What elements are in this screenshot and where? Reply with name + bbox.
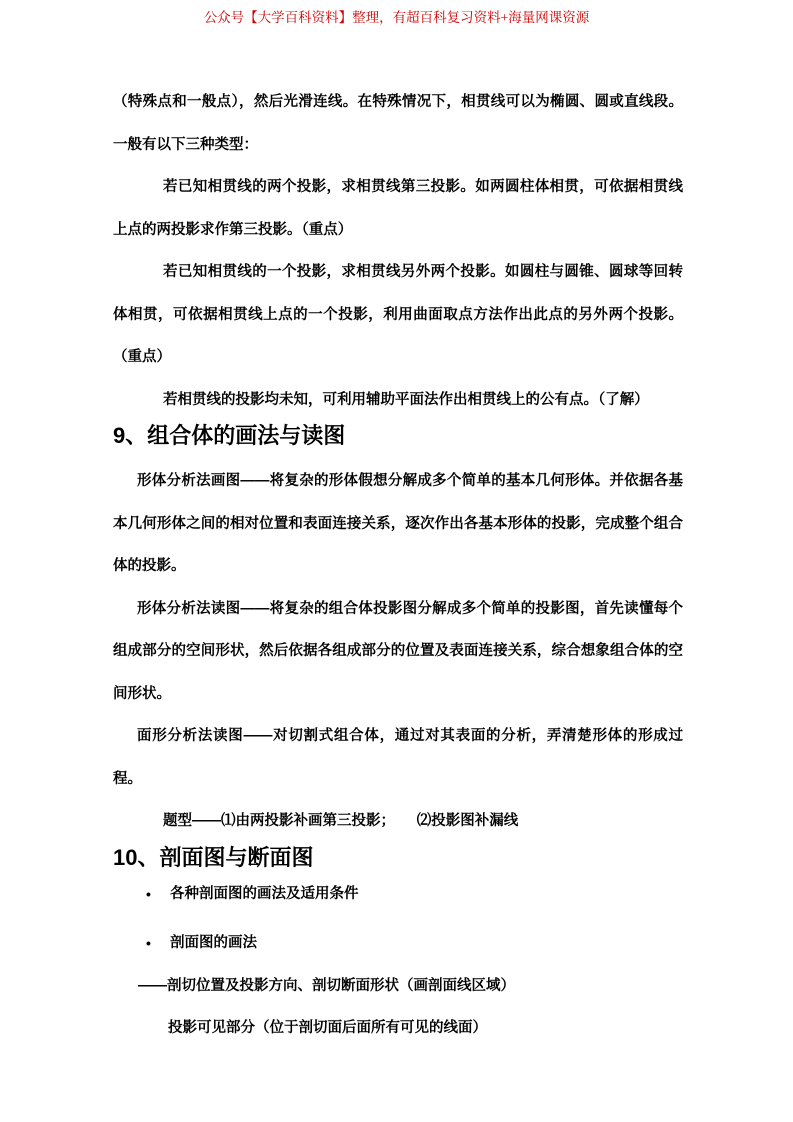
paragraph: ——剖切位置及投影方向、剖切断面形状（画剖面线区域） — [138, 977, 515, 994]
paragraph: 题型——⑴由两投影补画第三投影； ⑵投影图补漏线 — [163, 813, 519, 829]
bullet-icon: • — [146, 885, 151, 902]
paragraph: 形体分析法画图——将复杂的形体假想分解成多个简单的基本几何形体。并依据各基本几何形体之间的相对位置和表面连接关系，逐次作出各基本形体的投影，完成整个组合体的投影。 — [113, 473, 683, 574]
bullet-item-label: 剖面图的画法 — [170, 935, 257, 951]
paragraph: 若已知相贯线的两个投影，求相贯线第三投影。如两圆柱体相贯，可依据相贯线上点的两投影求作第三投影。（重点） — [113, 179, 683, 238]
page-header-note: 公众号【大学百科资料】整理，有超百科复习资料+海量网课资源 — [203, 10, 590, 25]
paragraph: （特殊点和一般点），然后光滑连线。在特殊情况下，相贯线可以为椭圆、圆或直线段。一般有以下三种类型： — [113, 94, 683, 153]
paragraph: 面形分析法读图——对切割式组合体，通过对其表面的分析，弄清楚形体的形成过程。 — [113, 728, 683, 787]
bullet-item — [113, 922, 683, 965]
paragraph: 投影可见部分（位于剖切面后面所有可见的线面） — [168, 1020, 487, 1036]
bullet-icon: • — [146, 935, 151, 951]
section-heading: 9、组合体的画法与读图 — [113, 423, 346, 448]
document-content — [113, 81, 683, 1050]
paragraph: 若已知相贯线的一个投影，求相贯线另外两个投影。如圆柱与圆锥、圆球等回转体相贯，可依据相贯线上点的一个投影，利用曲面取点方法作出此点的另外两个投影。（重点） — [113, 264, 683, 365]
paragraph: 形体分析法读图——将复杂的组合体投影图分解成多个简单的投影图，首先读懂每个组成部分的空间形状，然后依据各组成部分的位置及表面连接关系，综合想象组合体的空间形状。 — [113, 600, 683, 702]
bullet-item — [113, 873, 683, 916]
section-heading: 10、剖面图与断面图 — [113, 844, 314, 870]
bullet-item-label: 各种剖面图的画法及适用条件 — [170, 885, 359, 902]
paragraph: 若相贯线的投影均未知，可利用辅助平面法作出相贯线上的公有点。（了解） — [163, 391, 649, 408]
